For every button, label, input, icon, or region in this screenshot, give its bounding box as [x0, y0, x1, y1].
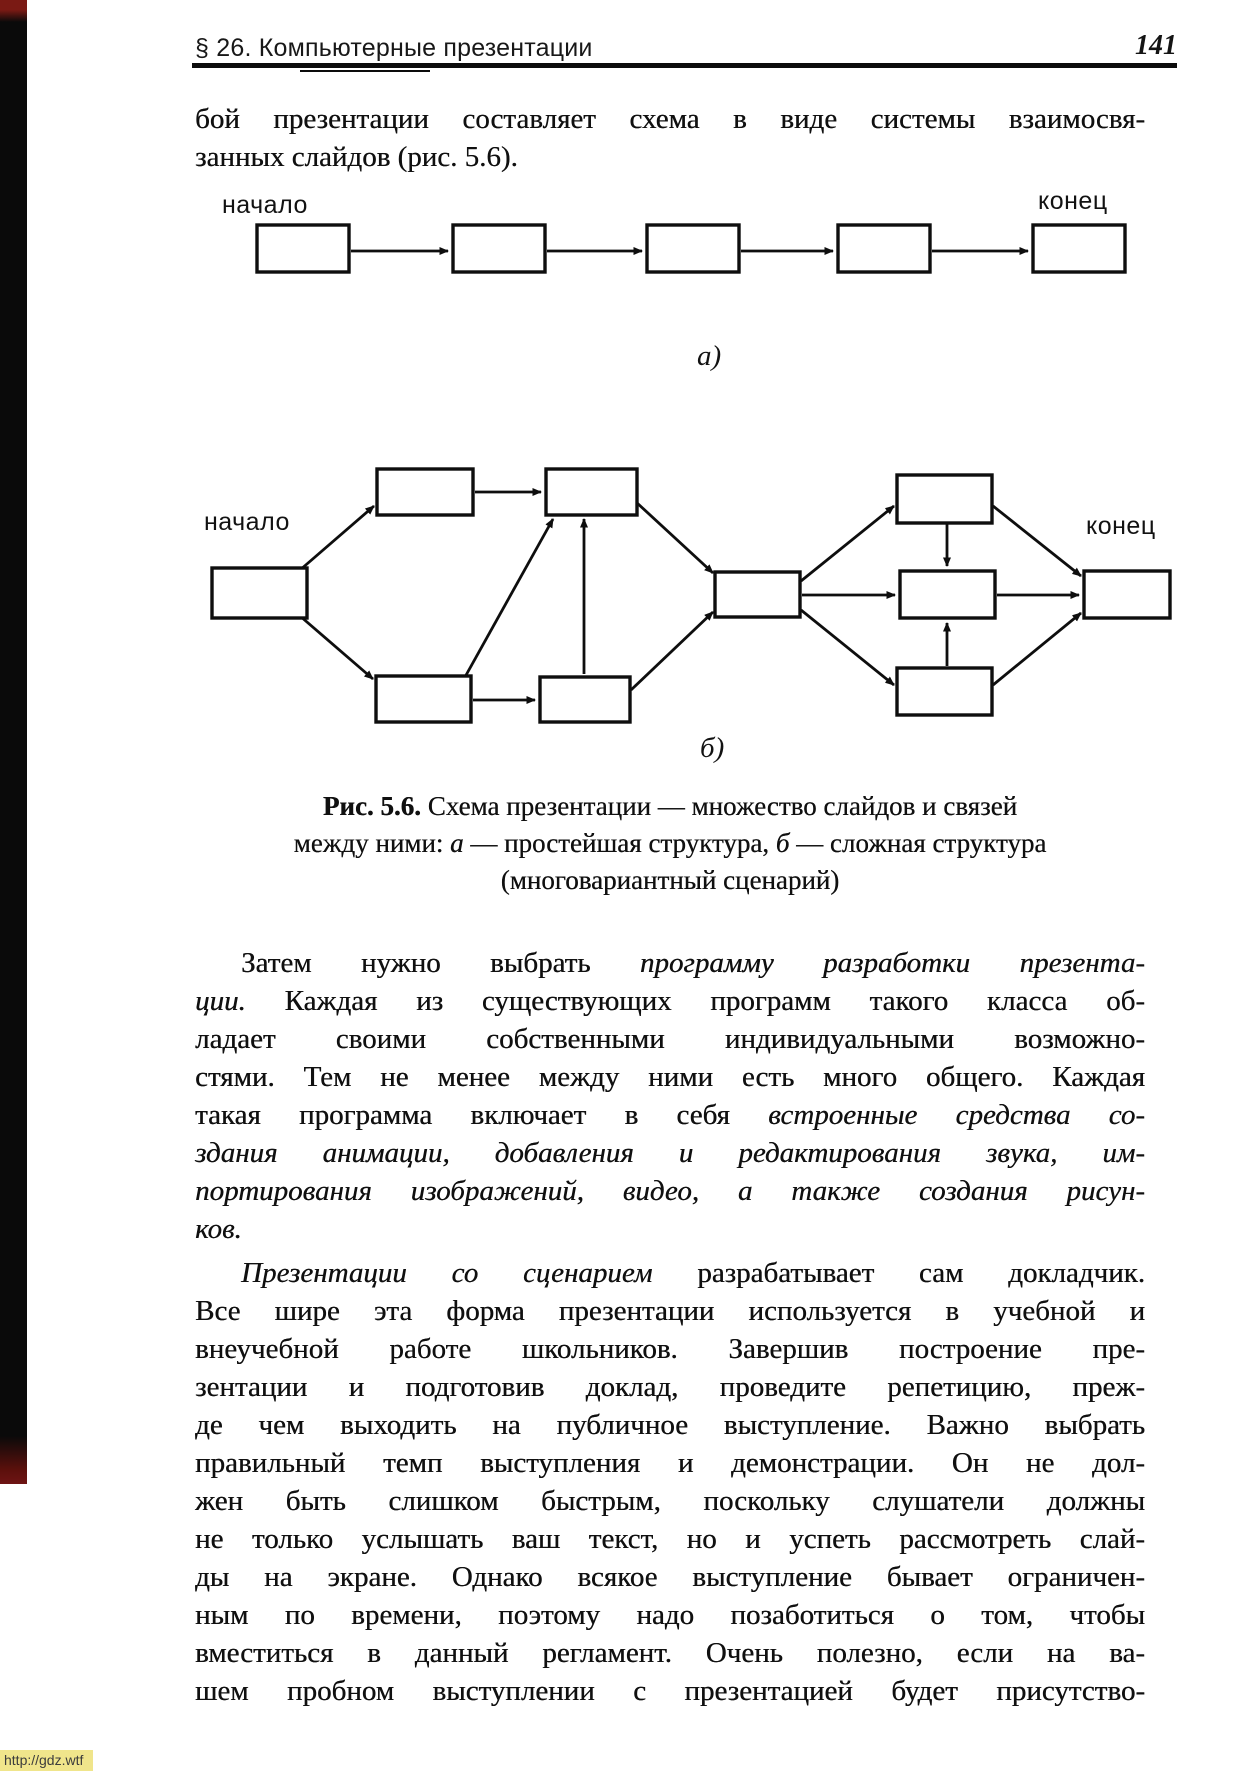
text-segment: портирования изображений, видео, а также создания рисун-: [195, 1175, 1145, 1207]
body-paragraph-1: [195, 944, 1145, 1248]
text-line: [195, 944, 1145, 982]
text-line: [195, 1330, 1145, 1368]
text-segment: ным по времени, поэтому надо позаботиться о том, чтобы: [195, 1599, 1145, 1631]
diagram-a-linear-scheme: [215, 185, 1135, 385]
text-segment: Схема презентации — множество слайдов и связей: [420, 791, 1018, 821]
scan-gutter-bar: [0, 0, 27, 1484]
text-segment: Презентации со сценарием: [241, 1257, 653, 1289]
text-line: [195, 862, 1145, 899]
diagram-b-end-label: конец: [1086, 512, 1156, 540]
text-line: [195, 138, 1145, 176]
text-segment: ды на экране. Однако всякое выступление бывает ограничен-: [195, 1561, 1145, 1593]
text-segment: жен быть слишком быстрым, поскольку слушатели должны: [195, 1485, 1145, 1517]
body-paragraph-2: [195, 1254, 1145, 1710]
slide-box-b1: [376, 676, 471, 722]
text-line: [195, 1482, 1145, 1520]
text-line: [195, 1596, 1145, 1634]
slide-box-b2: [540, 677, 630, 722]
page-number: 141: [1135, 30, 1177, 61]
flow-arrow-start-to-b1: [300, 616, 373, 679]
slide-box-a1: [257, 225, 349, 272]
text-line: [195, 1520, 1145, 1558]
text-segment: (многовариантный сценарий): [500, 865, 840, 895]
text-segment: бой презентации составляет схема в виде системы взаимосвя-: [195, 103, 1145, 135]
flow-arrow-b2-to-mid: [631, 612, 713, 690]
header-rule: [192, 63, 1177, 68]
text-segment: внеучебной работе школьников. Завершив построение пре-: [195, 1333, 1145, 1365]
diagram-b-branching-scheme: [195, 400, 1185, 740]
watermark-url: http://gdz.wtf: [0, 1750, 93, 1771]
text-segment: программу разработки презента-: [639, 947, 1145, 979]
text-segment: правильный темп выступления и демонстрации. Он не дол-: [195, 1447, 1145, 1479]
text-segment: а: [450, 828, 464, 858]
diagram-a-start-label: начало: [222, 191, 308, 219]
text-line: [195, 1672, 1145, 1710]
text-segment: б: [775, 828, 790, 858]
text-segment: такая программа включает в себя: [195, 1099, 769, 1131]
text-line: [195, 1558, 1145, 1596]
text-line: [195, 1020, 1145, 1058]
text-segment: ладает своими собственными индивидуальными возможно-: [195, 1023, 1145, 1055]
text-segment: — простейшая структура,: [463, 828, 776, 858]
text-segment: зентации и подготовив доклад, проведите репетицию, преж-: [195, 1371, 1145, 1403]
text-line: [195, 1172, 1145, 1210]
flow-arrow-start-to-t1: [300, 506, 374, 570]
diagram-a-end-label: конец: [1038, 187, 1108, 215]
text-line: [195, 825, 1145, 862]
flow-arrow-mid-to-br: [801, 610, 894, 685]
slide-box-c: [900, 571, 995, 618]
text-segment: встроенные средства со-: [768, 1099, 1145, 1131]
flow-arrow-b1-to-t2: [465, 519, 553, 677]
text-line: [195, 788, 1145, 825]
section-header: § 26. Компьютерные презентации: [195, 34, 593, 62]
flow-arrow-t2-to-mid: [636, 502, 713, 573]
text-line: [195, 1058, 1145, 1096]
slide-box-a3: [647, 225, 739, 272]
slide-box-t2: [546, 469, 637, 515]
text-line: [195, 1096, 1145, 1134]
diagram-b-start-label: начало: [204, 508, 290, 536]
slide-box-end: [1084, 571, 1170, 618]
text-line: [195, 1406, 1145, 1444]
text-segment: Затем нужно выбрать: [241, 947, 640, 979]
text-segment: ков.: [195, 1213, 242, 1245]
slide-box-br: [897, 668, 992, 715]
text-line: [195, 1368, 1145, 1406]
text-segment: разрабатывает сам докладчик.: [652, 1257, 1146, 1289]
text-segment: Каждая из существующих программ такого класса об-: [245, 985, 1145, 1017]
flow-arrow-br-to-end: [993, 613, 1081, 685]
slide-box-a4: [838, 225, 930, 272]
text-line: [195, 1134, 1145, 1172]
slide-box-tr: [897, 475, 992, 523]
text-line: [195, 982, 1145, 1020]
diagram-b-sublabel: б): [700, 732, 725, 764]
text-segment: Все шире эта форма презентации используется в учебной и: [195, 1295, 1145, 1327]
text-line: [195, 1444, 1145, 1482]
text-segment: ции.: [195, 985, 246, 1017]
slide-box-t1: [377, 469, 473, 515]
header-rule-fragment: [300, 70, 430, 72]
text-segment: шем пробном выступлении с презентацией будет присутство-: [195, 1675, 1145, 1707]
diagram-a-sublabel: а): [697, 340, 722, 372]
flow-arrow-mid-to-tr: [801, 506, 894, 581]
text-segment: вместиться в данный регламент. Очень полезно, если на ва-: [195, 1637, 1145, 1669]
flow-arrow-tr-to-end: [993, 506, 1081, 576]
text-line: [195, 1210, 1145, 1248]
text-segment: Рис. 5.6.: [322, 791, 421, 821]
slide-box-mid: [715, 572, 800, 617]
figure-caption: [195, 788, 1145, 899]
slide-box-a5: [1033, 225, 1125, 272]
text-segment: между ними:: [293, 828, 451, 858]
text-line: [195, 1254, 1145, 1292]
text-segment: занных слайдов (рис. 5.6).: [195, 141, 518, 173]
slide-box-start: [212, 568, 307, 618]
text-segment: де чем выходить на публичное выступление. Важно выбрать: [195, 1409, 1145, 1441]
text-segment: здания анимации, добавления и редактирования звука, им-: [195, 1137, 1145, 1169]
text-line: [195, 100, 1145, 138]
text-segment: стями. Тем не менее между ними есть много общего. Каждая: [195, 1061, 1145, 1093]
slide-box-a2: [453, 225, 545, 272]
text-segment: — сложная структура: [789, 828, 1047, 858]
text-line: [195, 1634, 1145, 1672]
intro-paragraph: [195, 100, 1145, 176]
text-line: [195, 1292, 1145, 1330]
text-segment: не только услышать ваш текст, но и успеть рассмотреть слай-: [195, 1523, 1145, 1555]
